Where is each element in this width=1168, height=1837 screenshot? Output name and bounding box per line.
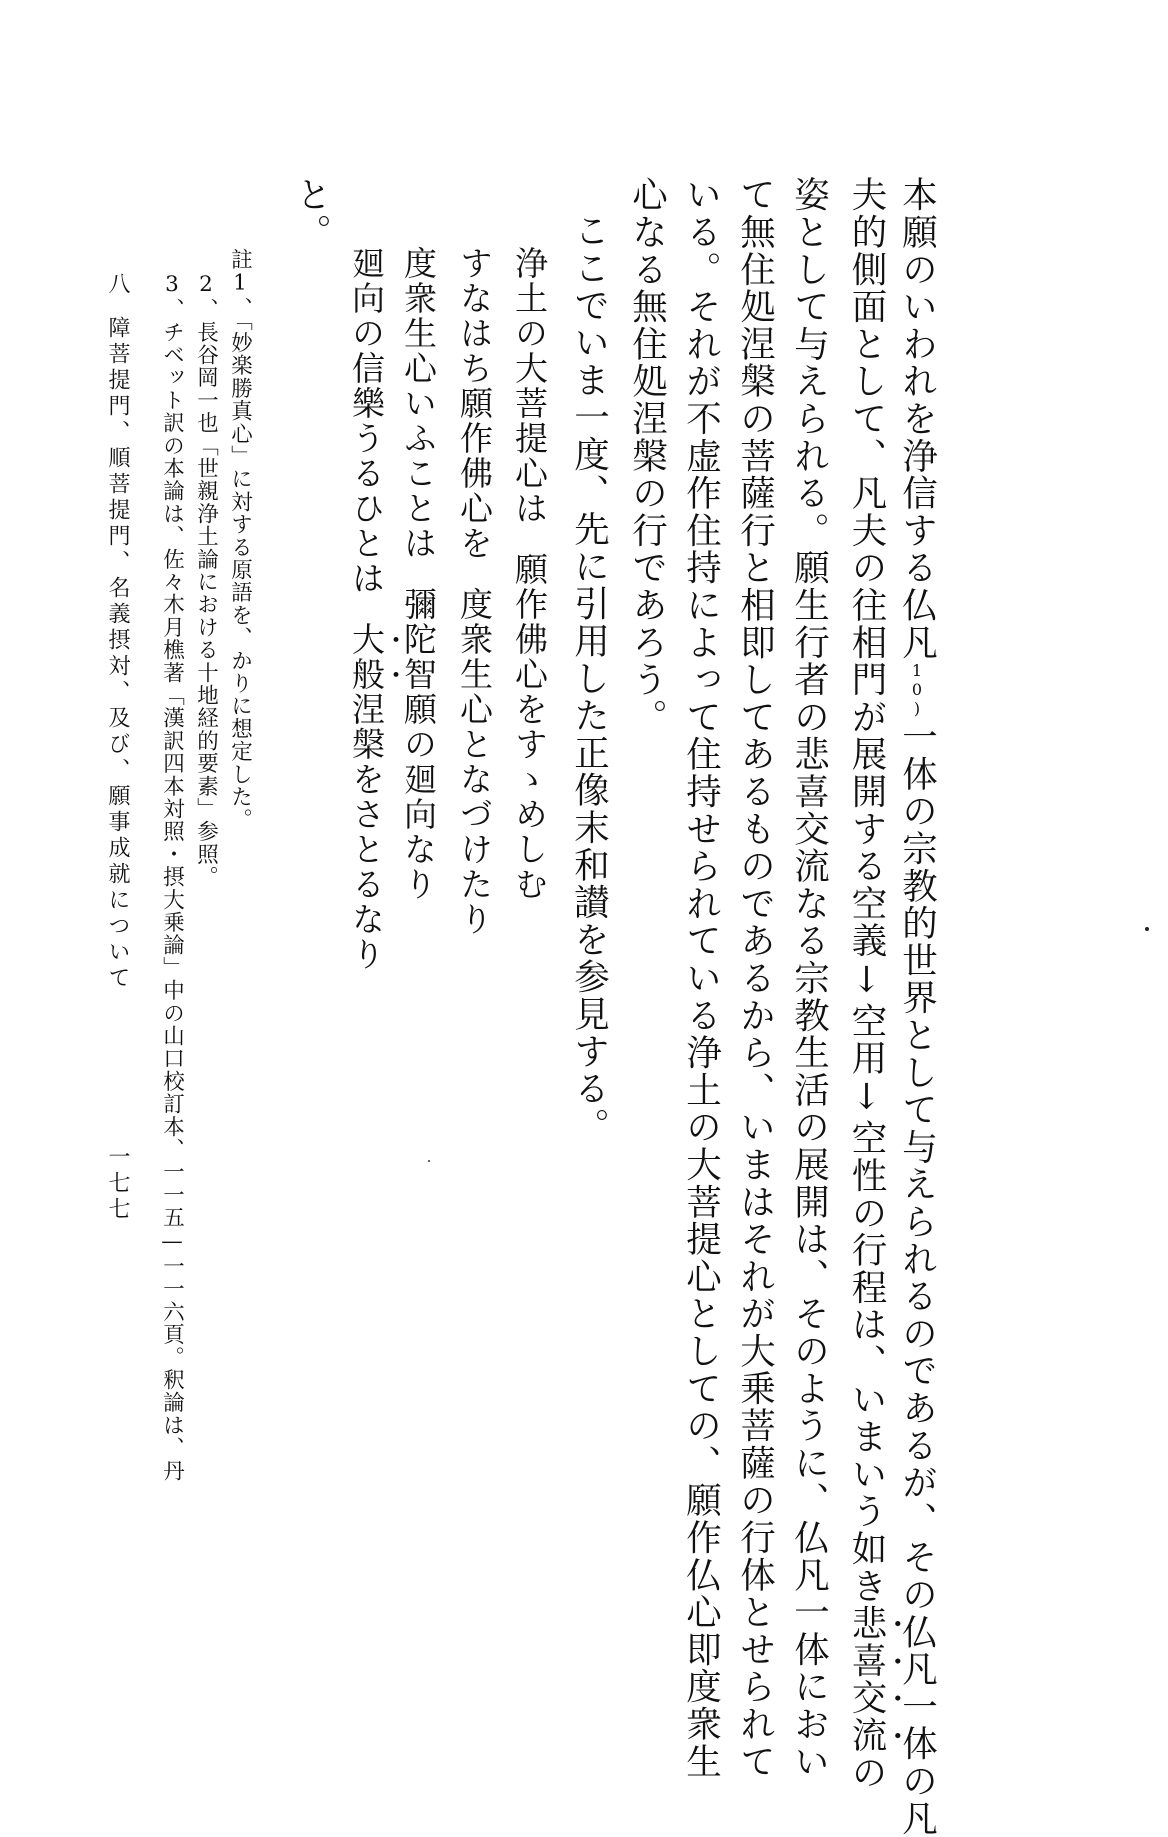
verse-line-1-a: 浄土の大菩提心は [510,246,549,526]
body-line-7-text: ここでいま一度、先に引用した正像末和讃を参見する。 [568,212,610,1145]
running-footer [106,272,128,992]
verse-line-3-a: 度衆生心いふことは [399,246,438,561]
body-line-3 [788,176,830,1780]
verse-line-2-b: 度衆生心となづけたり [455,587,494,937]
note-1-text: 註1、「妙楽勝真心」に対する原語を、かりに想定した。 [227,248,253,831]
body-line-5-text: いる。それが不虚作住持によって住持せられている浄土の大菩提心としての、願作仏心即度衆生 [680,176,722,1780]
body-line-7 [568,212,610,1145]
emphasis-dots: 悲喜交流 [846,1604,887,1754]
verse-line-2 [455,246,494,937]
body-line-2-text: 夫的側面として、凡夫の往相門が展開する空義↓空用↓空性の行程は、いまいう如き悲喜交流の [846,176,887,1791]
verse-line-3-b: 彌陀智願の廻向なり [399,587,438,902]
running-title: 障菩提門、順菩提門、名義摂対、及び、願事成就について [105,316,130,992]
verse-line-1-b: 願作佛心をすゝめしむ [510,552,549,902]
verse-line-4-emphasis: 大般 [347,622,386,692]
verse-line-4-a: 廻向の信樂うるひとは [347,246,386,596]
verse-line-1 [510,246,549,902]
body-line-1-rest: 一体の宗教的世界として与えられるのであるが、その仏凡一体の凡 [896,717,938,1837]
closing-text-value: と。 [290,176,332,251]
chapter-number: 八 [105,272,130,298]
body-line-4 [734,176,776,1780]
body-line-3-text: 姿として与えられる。願生行者の悲喜交流なる宗教生活の展開は、そのように、仏凡一体におい [788,176,830,1780]
note-reference-10: 10) [907,660,927,718]
body-line-2 [846,176,908,1791]
print-speck-small [428,1160,430,1162]
note-3-text: 3、チベット訳の本論は、佐々木月樵著「漢訳四本対照・摂大乗論」中の山口校訂本、一一五—一一六頁。釈論は、丹 [159,272,185,1483]
note-2-text: 2、長谷岡一也「世親浄土論における十地経的要素」参照。 [193,272,219,889]
body-line-5 [680,176,722,1780]
body-line-6 [626,176,668,736]
verse-line-2-a: すなはち願作佛心を [455,246,494,561]
verse-line-4-rest: 涅槃をさとるなり [347,692,386,972]
body-line-4-text: て無住処涅槃の菩薩行と相即してあるものであるから、いまはそれが大乗菩薩の行体とせられて [734,176,776,1780]
note-1 [229,248,251,831]
body-line-6-text: 心なる無住処涅槃の行であろう。 [626,176,668,736]
closing-text [290,176,332,251]
body-line-1-start: 本願のいわれを浄信する仏凡 [896,176,938,661]
page-number [106,1145,128,1223]
page-number-text: 一七七 [105,1145,130,1223]
verse-line-4 [347,246,406,972]
note-2 [195,272,217,888]
print-speck [1145,927,1149,931]
verse-line-3 [399,246,438,902]
note-3 [161,272,183,1482]
